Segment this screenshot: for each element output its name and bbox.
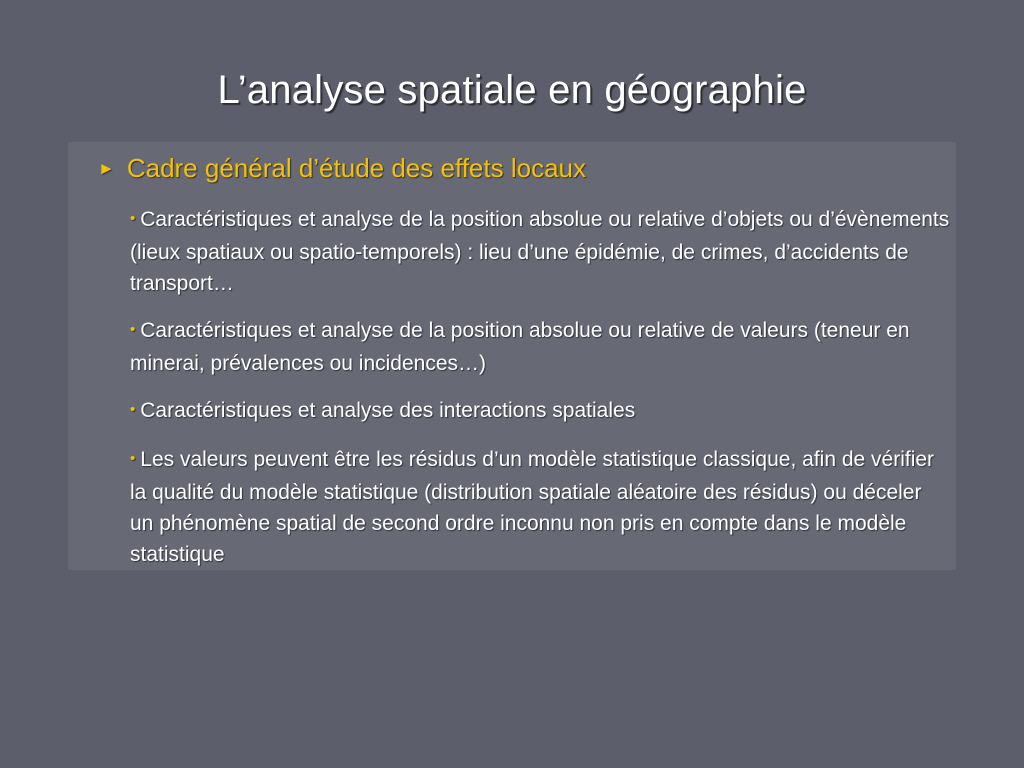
section-heading: [98, 150, 586, 186]
slide-title: L’analyse spatiale en géographie: [217, 68, 807, 112]
bullet-list: [130, 204, 950, 586]
section-heading-text: Cadre général d’étude des effets locaux: [126, 153, 586, 183]
list-item-text: Caractéristiques et analyse de la position absolue ou relative d’objets ou d’évènements (lieux spatiaux ou spatio-temporels) : lieu d’une épidémie, de crimes, d’accidents de transport…: [130, 208, 950, 295]
bullet-icon: •: [130, 450, 136, 467]
bullet-icon: •: [130, 321, 136, 338]
triangle-right-icon: ►: [98, 159, 115, 178]
list-item: [130, 395, 950, 428]
list-item-text: Les valeurs peuvent être les résidus d’un modèle statistique classique, afin de vérifier la qualité du modèle statistique (distribution spatiale aléatoire des résidus) ou déceler un phénomène spatial de second ordre inconnu non pris en compte dans le modèle statistique: [130, 448, 935, 566]
list-item-text: Caractéristiques et analyse de la position absolue ou relative de valeurs (teneur en minerai, prévalences ou incidences…): [130, 319, 910, 375]
bullet-icon: •: [130, 210, 136, 227]
bullet-icon: •: [130, 401, 136, 418]
list-item-text: Caractéristiques et analyse des interactions spatiales: [140, 399, 636, 422]
list-item: [130, 204, 950, 299]
content-box: [68, 142, 956, 570]
list-item: [130, 315, 950, 379]
list-item: [130, 444, 950, 570]
